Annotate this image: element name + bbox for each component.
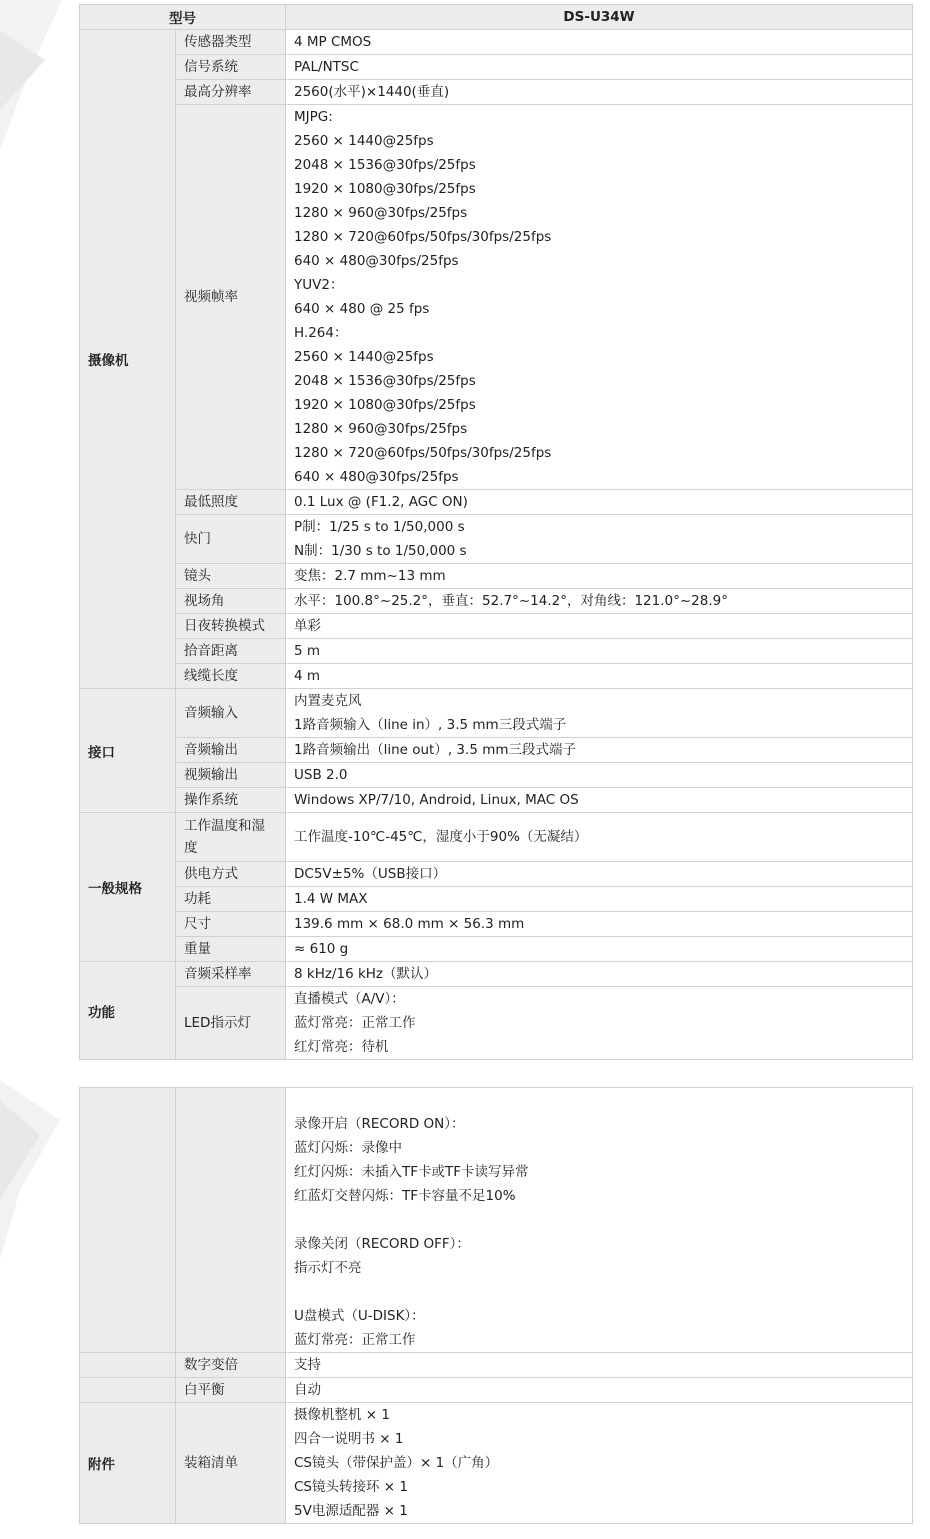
spec-value — [286, 937, 913, 962]
spec-value-line: DC5V±5%（USB接口） — [294, 866, 447, 882]
spec-value-line: P制：1/25 s to 1/50,000 s — [294, 519, 465, 535]
spec-row — [80, 639, 913, 664]
spec-value-line: 支持 — [294, 1357, 321, 1373]
spec-value-line: 5V电源适配器 × 1 — [294, 1503, 408, 1519]
category-cell: 附件 — [80, 1403, 176, 1524]
category-cell — [80, 1353, 176, 1378]
spec-value-line: 红灯闪烁：未插入TF卡或TF卡读写异常 — [294, 1164, 529, 1180]
spec-label-text: 尺寸 — [184, 916, 211, 932]
spec-value-line: CS镜头（带保护盖）× 1（广角） — [294, 1455, 499, 1471]
category-cell — [80, 1088, 176, 1353]
spec-value-line: USB 2.0 — [294, 767, 348, 783]
spec-value-line: YUV2： — [294, 277, 344, 293]
spec-label — [176, 788, 286, 813]
category-cell — [80, 1378, 176, 1403]
spec-value-line: 1.4 W MAX — [294, 891, 368, 907]
spec-label — [176, 763, 286, 788]
spec-value-line: 640 × 480@30fps/25fps — [294, 253, 459, 269]
spec-table-continued — [79, 1087, 913, 1524]
spec-value-line: 1路音频输出（line out）, 3.5 mm三段式端子 — [294, 742, 576, 758]
category-cell: 接口 — [80, 689, 176, 813]
spec-label-text: 视频帧率 — [184, 289, 238, 305]
category-cell: 功能 — [80, 962, 176, 1060]
spec-value-line — [294, 1088, 904, 1112]
spec-value — [286, 788, 913, 813]
spec-value — [286, 813, 913, 862]
spec-value — [286, 105, 913, 490]
spec-value — [286, 614, 913, 639]
model-label: 型号 — [80, 5, 286, 30]
spec-value-line: PAL/NTSC — [294, 59, 359, 75]
spec-value-line: 1280 × 720@60fps/50fps/30fps/25fps — [294, 229, 552, 245]
spec-value — [286, 987, 913, 1060]
spec-label — [176, 912, 286, 937]
spec-label — [176, 564, 286, 589]
spec-row — [80, 589, 913, 614]
spec-row — [80, 105, 913, 490]
model-header-row — [80, 5, 913, 30]
spec-label — [176, 1353, 286, 1378]
category-cell: 一般规格 — [80, 813, 176, 962]
spec-value-line: 单彩 — [294, 618, 321, 634]
spec-value — [286, 490, 913, 515]
spec-value — [286, 862, 913, 887]
spec-value — [286, 589, 913, 614]
spec-label — [176, 862, 286, 887]
spec-label — [176, 490, 286, 515]
spec-label — [176, 962, 286, 987]
spec-label-text: 白平衡 — [184, 1382, 225, 1398]
spec-value-line: 指示灯不亮 — [294, 1260, 362, 1276]
spec-value-line: 1280 × 720@60fps/50fps/30fps/25fps — [294, 445, 552, 461]
spec-value-line: 蓝灯常亮：正常工作 — [294, 1332, 416, 1348]
spec-row — [80, 564, 913, 589]
spec-value-line: 5 m — [294, 643, 321, 659]
spec-label — [176, 1088, 286, 1353]
spec-row — [80, 987, 913, 1060]
spec-label — [176, 639, 286, 664]
spec-value — [286, 1353, 913, 1378]
spec-table-main — [79, 4, 913, 1060]
spec-value-line: ≈ 610 g — [294, 941, 349, 957]
spec-row — [80, 1403, 913, 1524]
spec-value-line: 四合一说明书 × 1 — [294, 1431, 404, 1447]
spec-label-text: 音频输出 — [184, 742, 238, 758]
spec-label-text: 拾音距离 — [184, 643, 238, 659]
spec-value-line: 2048 × 1536@30fps/25fps — [294, 373, 476, 389]
spec-label-text: 日夜转换模式 — [184, 618, 265, 634]
spec-label-text: 快门 — [184, 531, 211, 547]
spec-row — [80, 1378, 913, 1403]
spec-label-text: 音频采样率 — [184, 966, 252, 982]
spec-row — [80, 862, 913, 887]
spec-row — [80, 1353, 913, 1378]
spec-label — [176, 1403, 286, 1524]
spec-value — [286, 515, 913, 564]
spec-label-text: 信号系统 — [184, 59, 238, 75]
spec-value — [286, 887, 913, 912]
spec-label — [176, 589, 286, 614]
spec-value — [286, 664, 913, 689]
spec-value — [286, 962, 913, 987]
spec-value-line: CS镜头转接环 × 1 — [294, 1479, 408, 1495]
spec-value-line: 2560 × 1440@25fps — [294, 133, 434, 149]
spec-label-text: LED指示灯 — [184, 1015, 251, 1031]
spec-value — [286, 564, 913, 589]
spec-row — [80, 937, 913, 962]
spec-value — [286, 763, 913, 788]
spec-label — [176, 80, 286, 105]
spec-label-text: 最高分辨率 — [184, 84, 252, 100]
decorative-shape-bottom — [0, 1080, 70, 1260]
spec-label — [176, 30, 286, 55]
spec-value-line: 1280 × 960@30fps/25fps — [294, 205, 468, 221]
spec-row — [80, 30, 913, 55]
spec-label-text: 视频输出 — [184, 767, 238, 783]
spec-label — [176, 937, 286, 962]
spec-value-line: 摄像机整机 × 1 — [294, 1407, 390, 1423]
spec-value — [286, 30, 913, 55]
spec-label-text: 音频输入 — [184, 705, 238, 721]
spec-value-line: 4 MP CMOS — [294, 34, 372, 50]
spec-value-line: 变焦：2.7 mm~13 mm — [294, 568, 446, 584]
spec-value-line: 直播模式（A/V）： — [294, 991, 405, 1007]
spec-row — [80, 689, 913, 738]
spec-row — [80, 1088, 913, 1353]
spec-value-line: 1280 × 960@30fps/25fps — [294, 421, 468, 437]
spec-value-line: 工作温度-10℃-45℃，湿度小于90%（无凝结） — [294, 829, 588, 845]
model-value: DS-U34W — [286, 5, 913, 30]
spec-label-text: 视场角 — [184, 593, 225, 609]
spec-label-text: 镜头 — [184, 568, 211, 584]
spec-value-line: N制：1/30 s to 1/50,000 s — [294, 543, 467, 559]
spec-value-line: 1920 × 1080@30fps/25fps — [294, 181, 476, 197]
spec-label-text: 供电方式 — [184, 866, 238, 882]
spec-value-line: 1路音频输入（line in）, 3.5 mm三段式端子 — [294, 717, 567, 733]
decorative-shape-top — [0, 0, 70, 150]
spec-value-line: 2048 × 1536@30fps/25fps — [294, 157, 476, 173]
spec-row — [80, 614, 913, 639]
spec-value-line — [294, 1280, 904, 1304]
spec-value-line: 4 m — [294, 668, 321, 684]
spec-label — [176, 813, 286, 862]
category-cell: 摄像机 — [80, 30, 176, 689]
spec-value-line: 640 × 480 @ 25 fps — [294, 301, 430, 317]
spec-row — [80, 912, 913, 937]
spec-value-line: 1920 × 1080@30fps/25fps — [294, 397, 476, 413]
spec-label-text: 重量 — [184, 941, 211, 957]
spec-row — [80, 80, 913, 105]
spec-value-line: 录像开启（RECORD ON）： — [294, 1116, 465, 1132]
spec-value-line: 红蓝灯交替闪烁：TF卡容量不足10% — [294, 1188, 516, 1204]
spec-row — [80, 813, 913, 862]
spec-row — [80, 515, 913, 564]
spec-value — [286, 80, 913, 105]
spec-value-line — [294, 1208, 904, 1232]
spec-value-line: 红灯常亮：待机 — [294, 1039, 389, 1055]
spec-value-line: 自动 — [294, 1382, 321, 1398]
spec-value-line: 内置麦克风 — [294, 693, 362, 709]
spec-label — [176, 887, 286, 912]
spec-value — [286, 912, 913, 937]
spec-label-text: 传感器类型 — [184, 34, 252, 50]
spec-value-line: 139.6 mm × 68.0 mm × 56.3 mm — [294, 916, 525, 932]
spec-row — [80, 664, 913, 689]
spec-value-line: 2560(水平)×1440(垂直) — [294, 84, 450, 100]
spec-label — [176, 55, 286, 80]
spec-label — [176, 1378, 286, 1403]
spec-row — [80, 55, 913, 80]
spec-row — [80, 788, 913, 813]
spec-value-line: MJPG: — [294, 109, 333, 125]
spec-label — [176, 515, 286, 564]
spec-value-line: 录像关闭（RECORD OFF）： — [294, 1236, 470, 1252]
spec-label — [176, 689, 286, 738]
spec-value — [286, 55, 913, 80]
spec-label — [176, 664, 286, 689]
spec-value — [286, 639, 913, 664]
spec-label — [176, 738, 286, 763]
spec-label-text: 最低照度 — [184, 494, 238, 510]
spec-label-text: 功耗 — [184, 891, 211, 907]
spec-value-line: 水平：100.8°~25.2°，垂直：52.7°~14.2°，对角线：121.0°~28.9° — [294, 593, 728, 609]
spec-label-text: 数字变倍 — [184, 1357, 238, 1373]
spec-row — [80, 763, 913, 788]
spec-value-line: U盘模式（U-DISK）： — [294, 1308, 425, 1324]
spec-row — [80, 962, 913, 987]
spec-value — [286, 1088, 913, 1353]
spec-value-line: 蓝灯闪烁：录像中 — [294, 1140, 402, 1156]
spec-label — [176, 105, 286, 490]
spec-value — [286, 738, 913, 763]
spec-value-line: 8 kHz/16 kHz（默认） — [294, 966, 438, 982]
spec-label-text: 操作系统 — [184, 792, 238, 808]
spec-value-line: 2560 × 1440@25fps — [294, 349, 434, 365]
spec-row — [80, 738, 913, 763]
spec-value-line: H.264： — [294, 325, 348, 341]
spec-label-text: 工作温度和湿度 — [184, 818, 265, 856]
spec-label-text: 线缆长度 — [184, 668, 238, 684]
spec-label-text: 装箱清单 — [184, 1455, 238, 1471]
spec-value — [286, 1403, 913, 1524]
spec-value-line: 蓝灯常亮：正常工作 — [294, 1015, 416, 1031]
spec-label — [176, 987, 286, 1060]
spec-value-line: 640 × 480@30fps/25fps — [294, 469, 459, 485]
spec-row — [80, 887, 913, 912]
spec-row — [80, 490, 913, 515]
spec-value — [286, 1378, 913, 1403]
spec-value — [286, 689, 913, 738]
spec-value-line: Windows XP/7/10, Android, Linux, MAC OS — [294, 792, 579, 808]
spec-label — [176, 614, 286, 639]
spec-value-line: 0.1 Lux @ (F1.2, AGC ON) — [294, 494, 468, 510]
